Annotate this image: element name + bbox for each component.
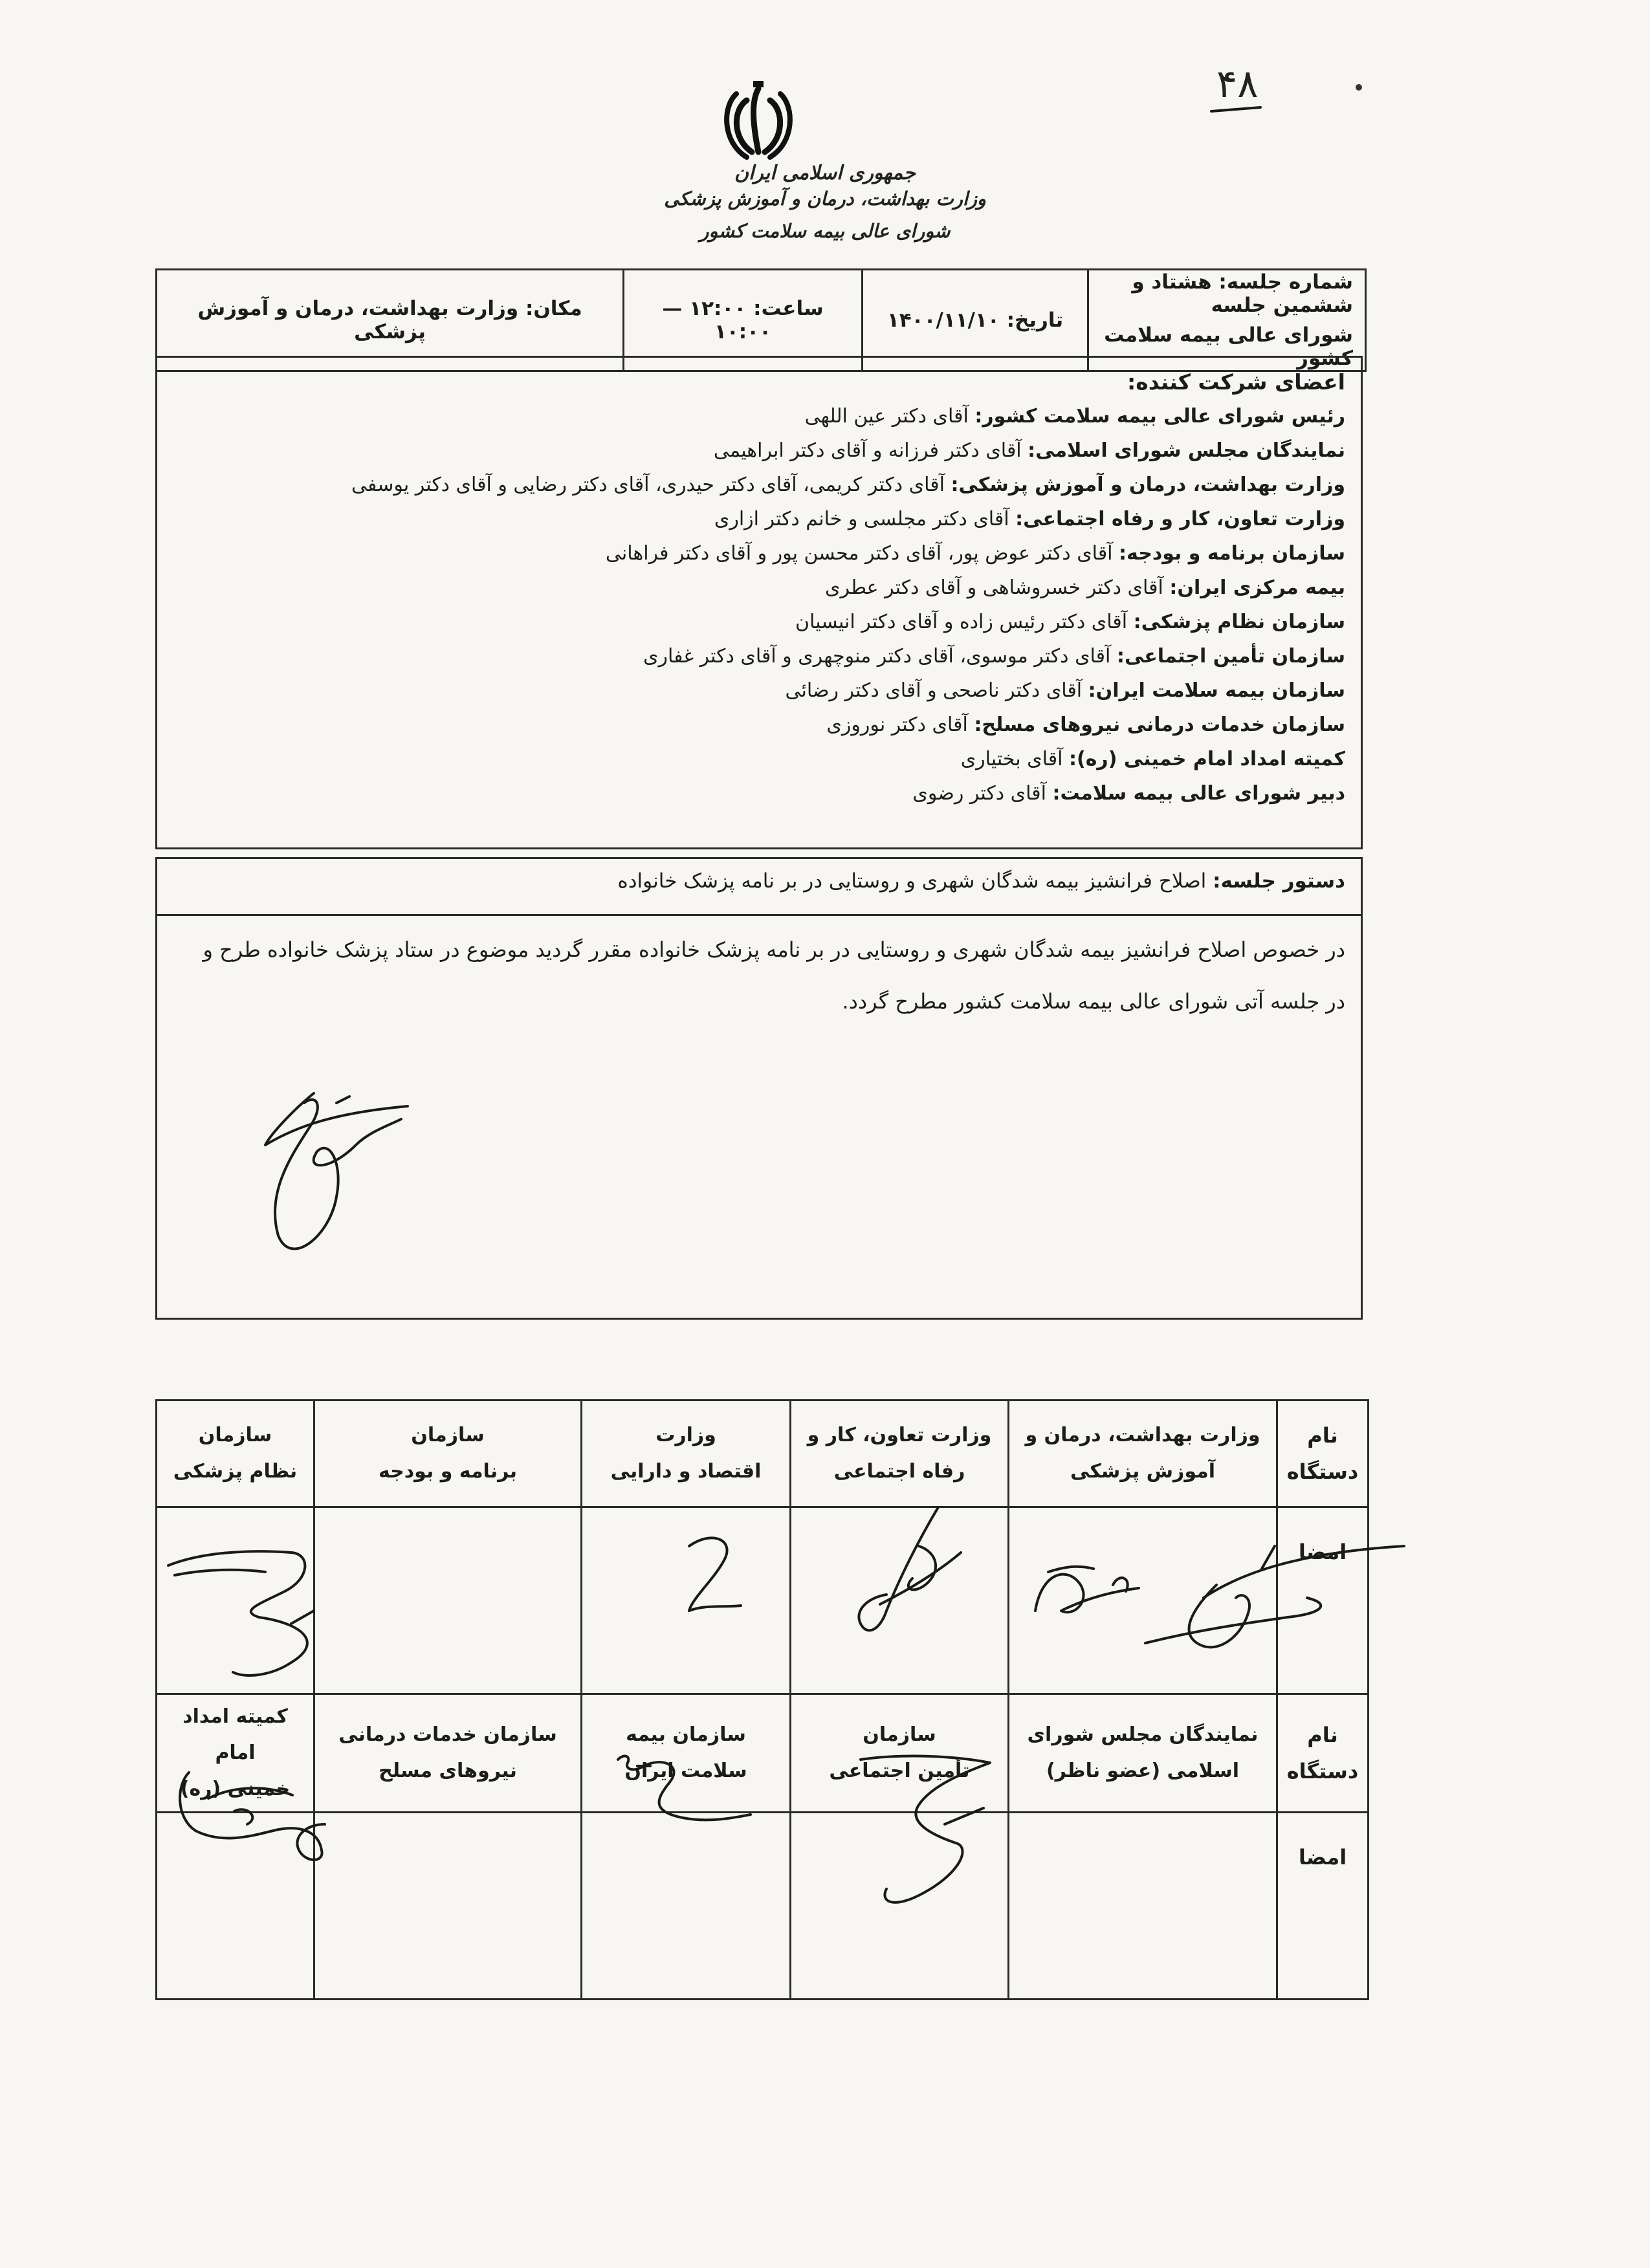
relief-committee-signature [170, 1760, 344, 1863]
sign-label: امضا [1277, 1507, 1369, 1694]
org-name-line2: اقتصاد و دارایی [610, 1460, 762, 1483]
member-org: سازمان خدمات درمانی نیروهای مسلح: [974, 714, 1345, 736]
member-org: سازمان برنامه و بودجه: [1119, 542, 1345, 565]
org-name-line2: سلامت ایران [624, 1760, 747, 1782]
member-names: آقای دکتر رئیس زاده و آقای دکتر انیسیان [795, 611, 1134, 633]
org-cell [314, 1401, 582, 1507]
member-line [181, 776, 1345, 811]
chairman-signature [259, 1074, 427, 1268]
org-cell [582, 1401, 791, 1507]
sign-label: امضا [1277, 1813, 1369, 2000]
signature-cell [314, 1813, 582, 2000]
org-name-line2: تأمین اجتماعی [829, 1760, 970, 1782]
member-names: آقای دکتر فرزانه و آقای دکتر ابراهیمی [713, 439, 1028, 462]
org-cell [157, 1401, 314, 1507]
member-line [181, 673, 1345, 708]
header-country: جمهوری اسلامی ایران [734, 162, 916, 184]
member-line [181, 536, 1345, 571]
member-names: آقای دکتر رضوی [912, 782, 1053, 805]
org-cell [314, 1694, 582, 1813]
member-names: آقای دکتر موسوی، آقای دکتر منوچهری و آقای دکتر غفاری [643, 645, 1117, 668]
signature-cell [1009, 1813, 1277, 2000]
org-label: دستگاه [1286, 1459, 1359, 1484]
member-line [181, 399, 1345, 433]
member-line [181, 742, 1345, 776]
member-line [181, 468, 1345, 502]
org-name-line1: سازمان بیمه [626, 1723, 746, 1746]
member-org: رئیس شورای عالی بیمه سلامت کشور: [974, 405, 1345, 428]
header-ministry: وزارت بهداشت، درمان و آموزش پزشکی [664, 188, 986, 210]
org-name-line2: نظام پزشکی [173, 1460, 298, 1483]
member-names: آقای دکتر خسروشاهی و آقای دکتر عطری [825, 576, 1170, 599]
signature-cell [582, 1813, 791, 2000]
name-label-cell [1277, 1401, 1369, 1507]
member-names: آقای دکتر ناصحی و آقای دکتر رضائی [785, 679, 1088, 702]
session-date: تاریخ: ۱۴۰۰/۱۱/۱۰ [863, 270, 1088, 371]
member-line [181, 502, 1345, 536]
org-name-line1: نمایندگان مجلس شورای [1027, 1723, 1259, 1746]
session-time: ساعت: ۱۲:۰۰ — ۱۰:۰۰ [624, 270, 863, 371]
org-name-line2: نیروهای مسلح [379, 1760, 517, 1782]
org-name-line1: سازمان [411, 1424, 485, 1446]
org-cell [791, 1401, 1009, 1507]
name-label-cell [1277, 1694, 1369, 1813]
member-names: آقای دکتر نوروزی [826, 714, 974, 736]
member-org: سازمان بیمه سلامت ایران: [1088, 679, 1345, 702]
session-location: مکان: وزارت بهداشت، درمان و آموزش پزشکی [157, 270, 624, 371]
member-org: کمیته امداد امام خمینی (ره): [1069, 748, 1345, 770]
org-name-line1: سازمان خدمات درمانی [338, 1723, 557, 1746]
member-names: آقای دکتر عوض پور، آقای دکتر محسن پور و آقای دکتر فراهانی [605, 542, 1119, 565]
iran-emblem-icon [713, 81, 804, 171]
social-security-signature [841, 1747, 1022, 1915]
org-cell [1009, 1694, 1277, 1813]
page-number: ۴۸ [1216, 61, 1259, 107]
member-line [181, 433, 1345, 468]
member-names: آقای بختیاری [960, 748, 1070, 770]
agenda-label: دستور جلسه: [1213, 869, 1345, 893]
members-section [155, 356, 1363, 849]
health-insurance-signature [611, 1747, 760, 1831]
org-name-line2: برنامه و بودجه [378, 1460, 518, 1483]
member-org: وزارت تعاون، کار و رفاه اجتماعی: [1015, 508, 1345, 530]
org-label: دستگاه [1286, 1759, 1359, 1783]
org-name-line2: خمینی (ره) [180, 1778, 291, 1800]
member-org: وزارت بهداشت، درمان و آموزش پزشکی: [951, 474, 1345, 496]
org-name-line2: رفاه اجتماعی [833, 1460, 965, 1483]
page-number-underline [1210, 104, 1262, 116]
member-line [181, 605, 1345, 639]
org-name-line2: آموزش پزشکی [1070, 1460, 1215, 1483]
member-line [181, 571, 1345, 605]
org-name-line1: کمیته امداد امام [182, 1705, 288, 1764]
labor-ministry-signature [841, 1501, 971, 1643]
org-name-line2: اسلامی (عضو ناظر) [1046, 1760, 1240, 1782]
header-council: شورای عالی بیمه سلامت کشور [699, 220, 951, 242]
org-name-line1: سازمان [863, 1723, 936, 1746]
economy-ministry-signature [679, 1533, 751, 1624]
org-cell [1009, 1401, 1277, 1507]
scan-mark [1356, 84, 1362, 91]
org-name-line1: وزارت تعاون، کار و [807, 1424, 992, 1446]
agenda-decision: در خصوص اصلاح فرانشیز بیمه شدگان شهری و روستایی در بر نامه پزشک خانواده مقرر گردید موضوع در ستاد پزشک خانواده طرح و در جلسه آتی شورای عالی بیمه سلامت کشور مطرح گردد. [203, 937, 1345, 1014]
health-ministry-signature [1029, 1546, 1417, 1701]
member-line [181, 639, 1345, 673]
org-name-line1: وزارت بهداشت، درمان و [1025, 1424, 1260, 1446]
org-name-line1: سازمان [198, 1424, 272, 1446]
session-council-name: شورای عالی بیمه سلامت کشور [1104, 323, 1353, 370]
agenda-title [157, 859, 1361, 916]
agenda-text: اصلاح فرانشیز بیمه شدگان شهری و روستایی در بر نامه پزشک خانواده [617, 869, 1213, 893]
member-org: نمایندگان مجلس شورای اسلامی: [1028, 439, 1345, 462]
member-org: بیمه مرکزی ایران: [1169, 576, 1345, 599]
org-name-line1: وزارت [655, 1424, 716, 1446]
members-heading: اعضای شرکت کننده: [1127, 369, 1345, 395]
name-label: نام [1307, 1423, 1338, 1448]
member-names: آقای دکتر عین اللهی [804, 405, 975, 428]
member-org: سازمان نظام پزشکی: [1133, 611, 1345, 633]
name-label: نام [1307, 1723, 1338, 1747]
member-line [181, 708, 1345, 742]
session-number: شماره جلسه: هشتاد و ششمین جلسه [1132, 270, 1353, 317]
member-names: آقای دکتر مجلسی و خانم دکتر ازاری [714, 508, 1016, 530]
member-org: سازمان تأمین اجتماعی: [1116, 645, 1345, 668]
member-names: آقای دکتر کریمی، آقای دکتر حیدری، آقای دکتر رضایی و آقای دکتر یوسفی [351, 474, 951, 496]
member-org: دبیر شورای عالی بیمه سلامت: [1052, 782, 1345, 805]
medical-council-signature [162, 1540, 356, 1682]
